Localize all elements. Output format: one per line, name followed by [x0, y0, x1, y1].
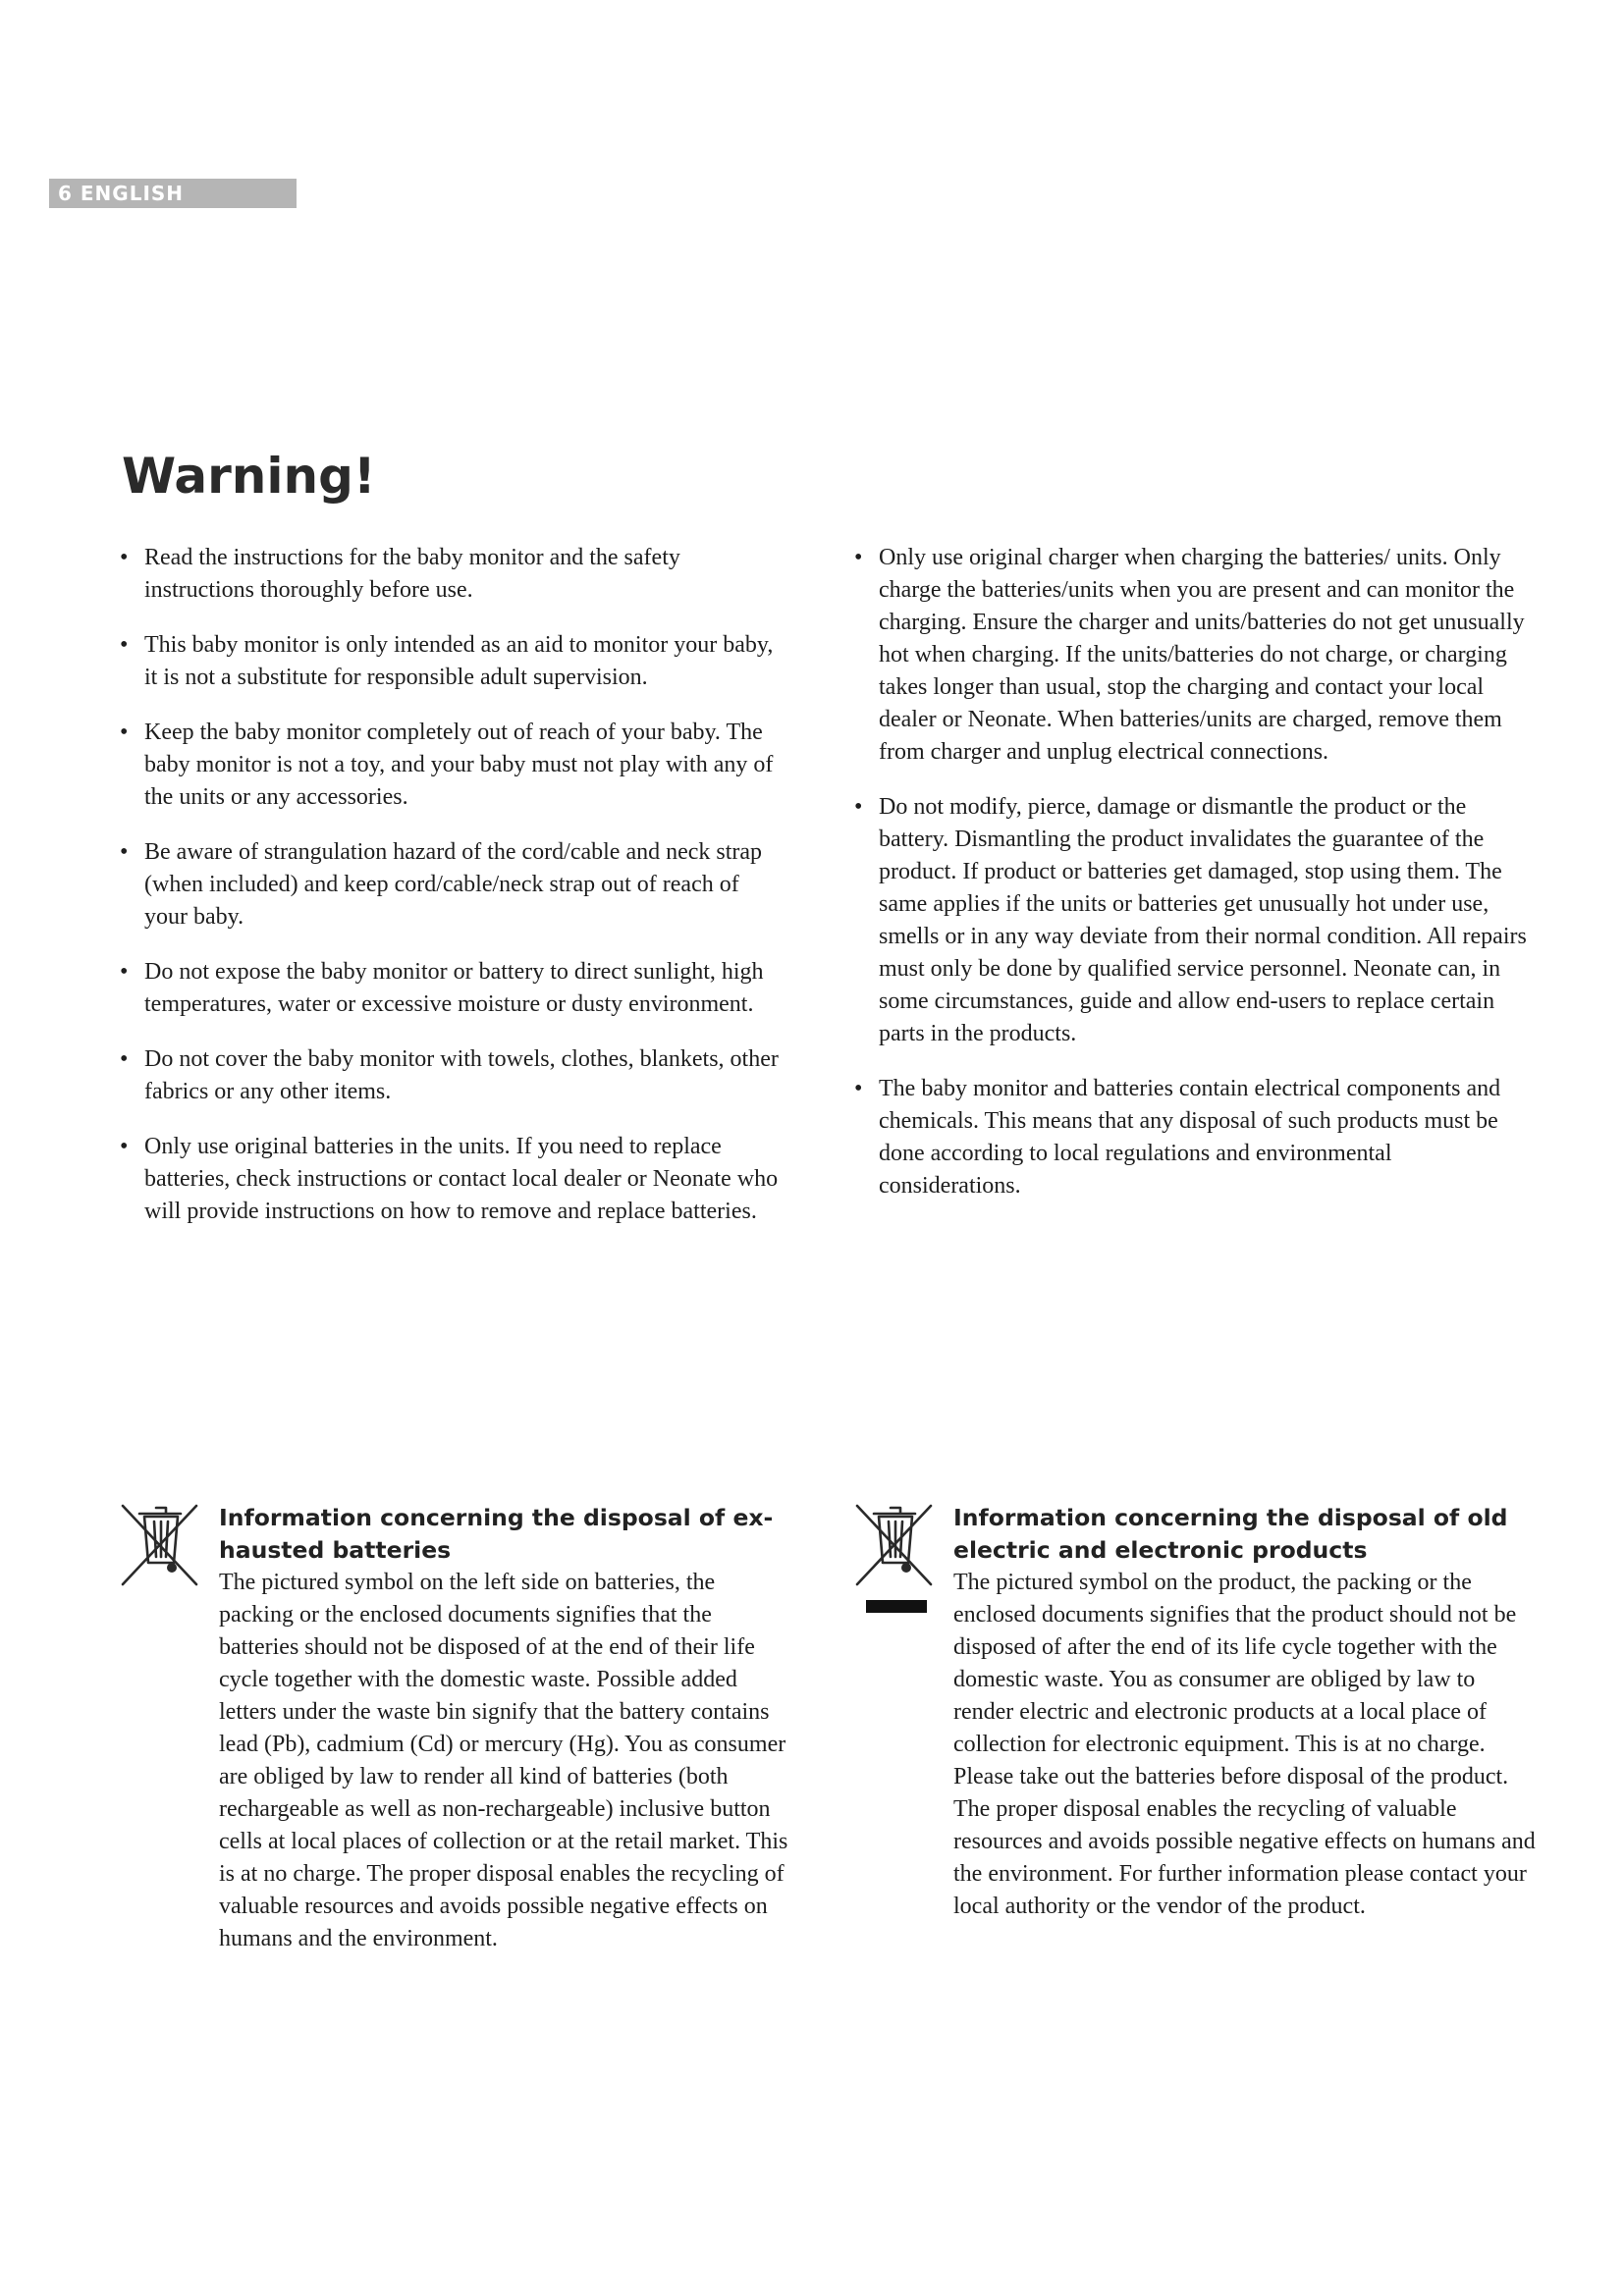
warning-list-left: [120, 542, 787, 1251]
warning-text: Keep the baby monitor completely out of reach of your baby. The baby monitor is not a toy, and your baby must not play with any of the units or any accessories.: [144, 720, 774, 810]
bullet-icon: •: [854, 545, 863, 570]
warning-text: Read the instructions for the baby monitor and the safety instructions thoroughly before use.: [144, 545, 680, 603]
warning-list-right: [854, 542, 1532, 1225]
page-number: 6: [58, 182, 73, 205]
warning-item: [120, 629, 787, 694]
crossed-out-wheelie-bin-icon: [852, 1502, 937, 1629]
crossed-out-wheelie-bin-icon: [118, 1502, 202, 1592]
bullet-icon: •: [120, 632, 129, 658]
warning-item: [120, 717, 787, 814]
warning-text: Be aware of strangulation hazard of the cord/cable and neck strap (when included) and keep cord/cable/neck strap out of reach of your baby.: [144, 839, 763, 930]
warning-item: [120, 1131, 787, 1228]
warning-item: [120, 956, 787, 1021]
warning-item: [120, 542, 787, 607]
battery-disposal-body: The pictured symbol on the left side on batteries, the packing or the enclosed documents signifies that the batteries should not be disposed of at the end of their life cycle together with the domestic waste. Possible added letters under the waste bin signify that the battery contains lead (Pb), cadmium (Cd) or mercury (Hg). You as consumer are obliged by law to render all kind of batteries (both rechargeable as well as non-rechargeable) inclusive button cells at local places of collection or at the retail market. This is at no charge. The proper disposal enables the recycling of valuable resources and avoids possible negative effects on humans and the environment.: [219, 1570, 788, 1951]
warning-item: [120, 836, 787, 934]
bullet-icon: •: [120, 839, 129, 865]
warning-text: Only use original batteries in the units. If you need to replace batteries, check instructions or contact local dealer or Neonate who will provide instructions on how to remove and replace batteries.: [144, 1134, 779, 1224]
electronics-disposal-body: The pictured symbol on the product, the packing or the enclosed documents signifies that the product should not be disposed of after the end of its life cycle together with the domestic waste. You as consumer are obliged by law to render electric and electronic products at a local place of collection for electronic equipment. This is at no charge. Please take out the batteries before disposal of the product. The proper disposal enables the recycling of valuable resources and avoids possible negative effects on humans and the environment. For further information please contact your local authority or the vendor of the product.: [953, 1570, 1536, 1919]
warning-text: Do not modify, pierce, damage or dismantle the product or the battery. Dismantling the product invalidates the guarantee of the product. If product or batteries get damaged, stop using them. The same applies if the units or batteries get unusually hot under use, smells or in any way deviate from their normal condition. All repairs must only be done by qualified service personnel. Neonate can, in some circumstances, guide and allow end-users to replace certain parts in the products.: [879, 794, 1527, 1046]
warning-text: The baby monitor and batteries contain electrical components and chemicals. This means that any disposal of such products must be done according to local regulations and environmental considerations.: [879, 1076, 1501, 1199]
warning-item: [854, 542, 1532, 769]
battery-disposal-info: [118, 1502, 795, 1955]
warning-item: [854, 1073, 1532, 1202]
page-header-tab: [49, 179, 297, 208]
warning-text: This baby monitor is only intended as an aid to monitor your baby, it is not a substitute for responsible adult supervision.: [144, 632, 774, 690]
electronics-disposal-heading: Information concerning the disposal of old electric and electronic products: [953, 1504, 1508, 1564]
warning-text: Do not cover the baby monitor with towels, clothes, blankets, other fabrics or any other items.: [144, 1046, 779, 1104]
section-label: ENGLISH: [80, 182, 185, 205]
bullet-icon: •: [854, 1076, 863, 1101]
bullet-icon: •: [120, 1134, 129, 1159]
warning-text: Only use original charger when charging the batteries/ units. Only charge the batteries/units when you are present and can monitor the charging. Ensure the charger and units/batteries do not get unusually hot when charging. If the units/batteries do not charge, or charging takes longer than usual, stop the charging and contact your local dealer or Neonate. When batteries/units are charged, remove them from charger and unplug electrical connections.: [879, 545, 1525, 765]
date-bar-icon: [866, 1600, 927, 1613]
bullet-icon: •: [120, 959, 129, 985]
warning-item: [854, 791, 1532, 1050]
bullet-icon: •: [120, 720, 129, 745]
warning-item: [120, 1043, 787, 1108]
bullet-icon: •: [120, 545, 129, 570]
page-title: Warning!: [122, 448, 376, 505]
warning-text: Do not expose the baby monitor or battery to direct sunlight, high temperatures, water or excessive moisture or dusty environment.: [144, 959, 764, 1017]
bullet-icon: •: [120, 1046, 129, 1072]
battery-disposal-heading: Information concerning the disposal of ex-hausted batteries: [219, 1504, 774, 1564]
bullet-icon: •: [854, 794, 863, 820]
electronics-disposal-info: [852, 1502, 1540, 1923]
